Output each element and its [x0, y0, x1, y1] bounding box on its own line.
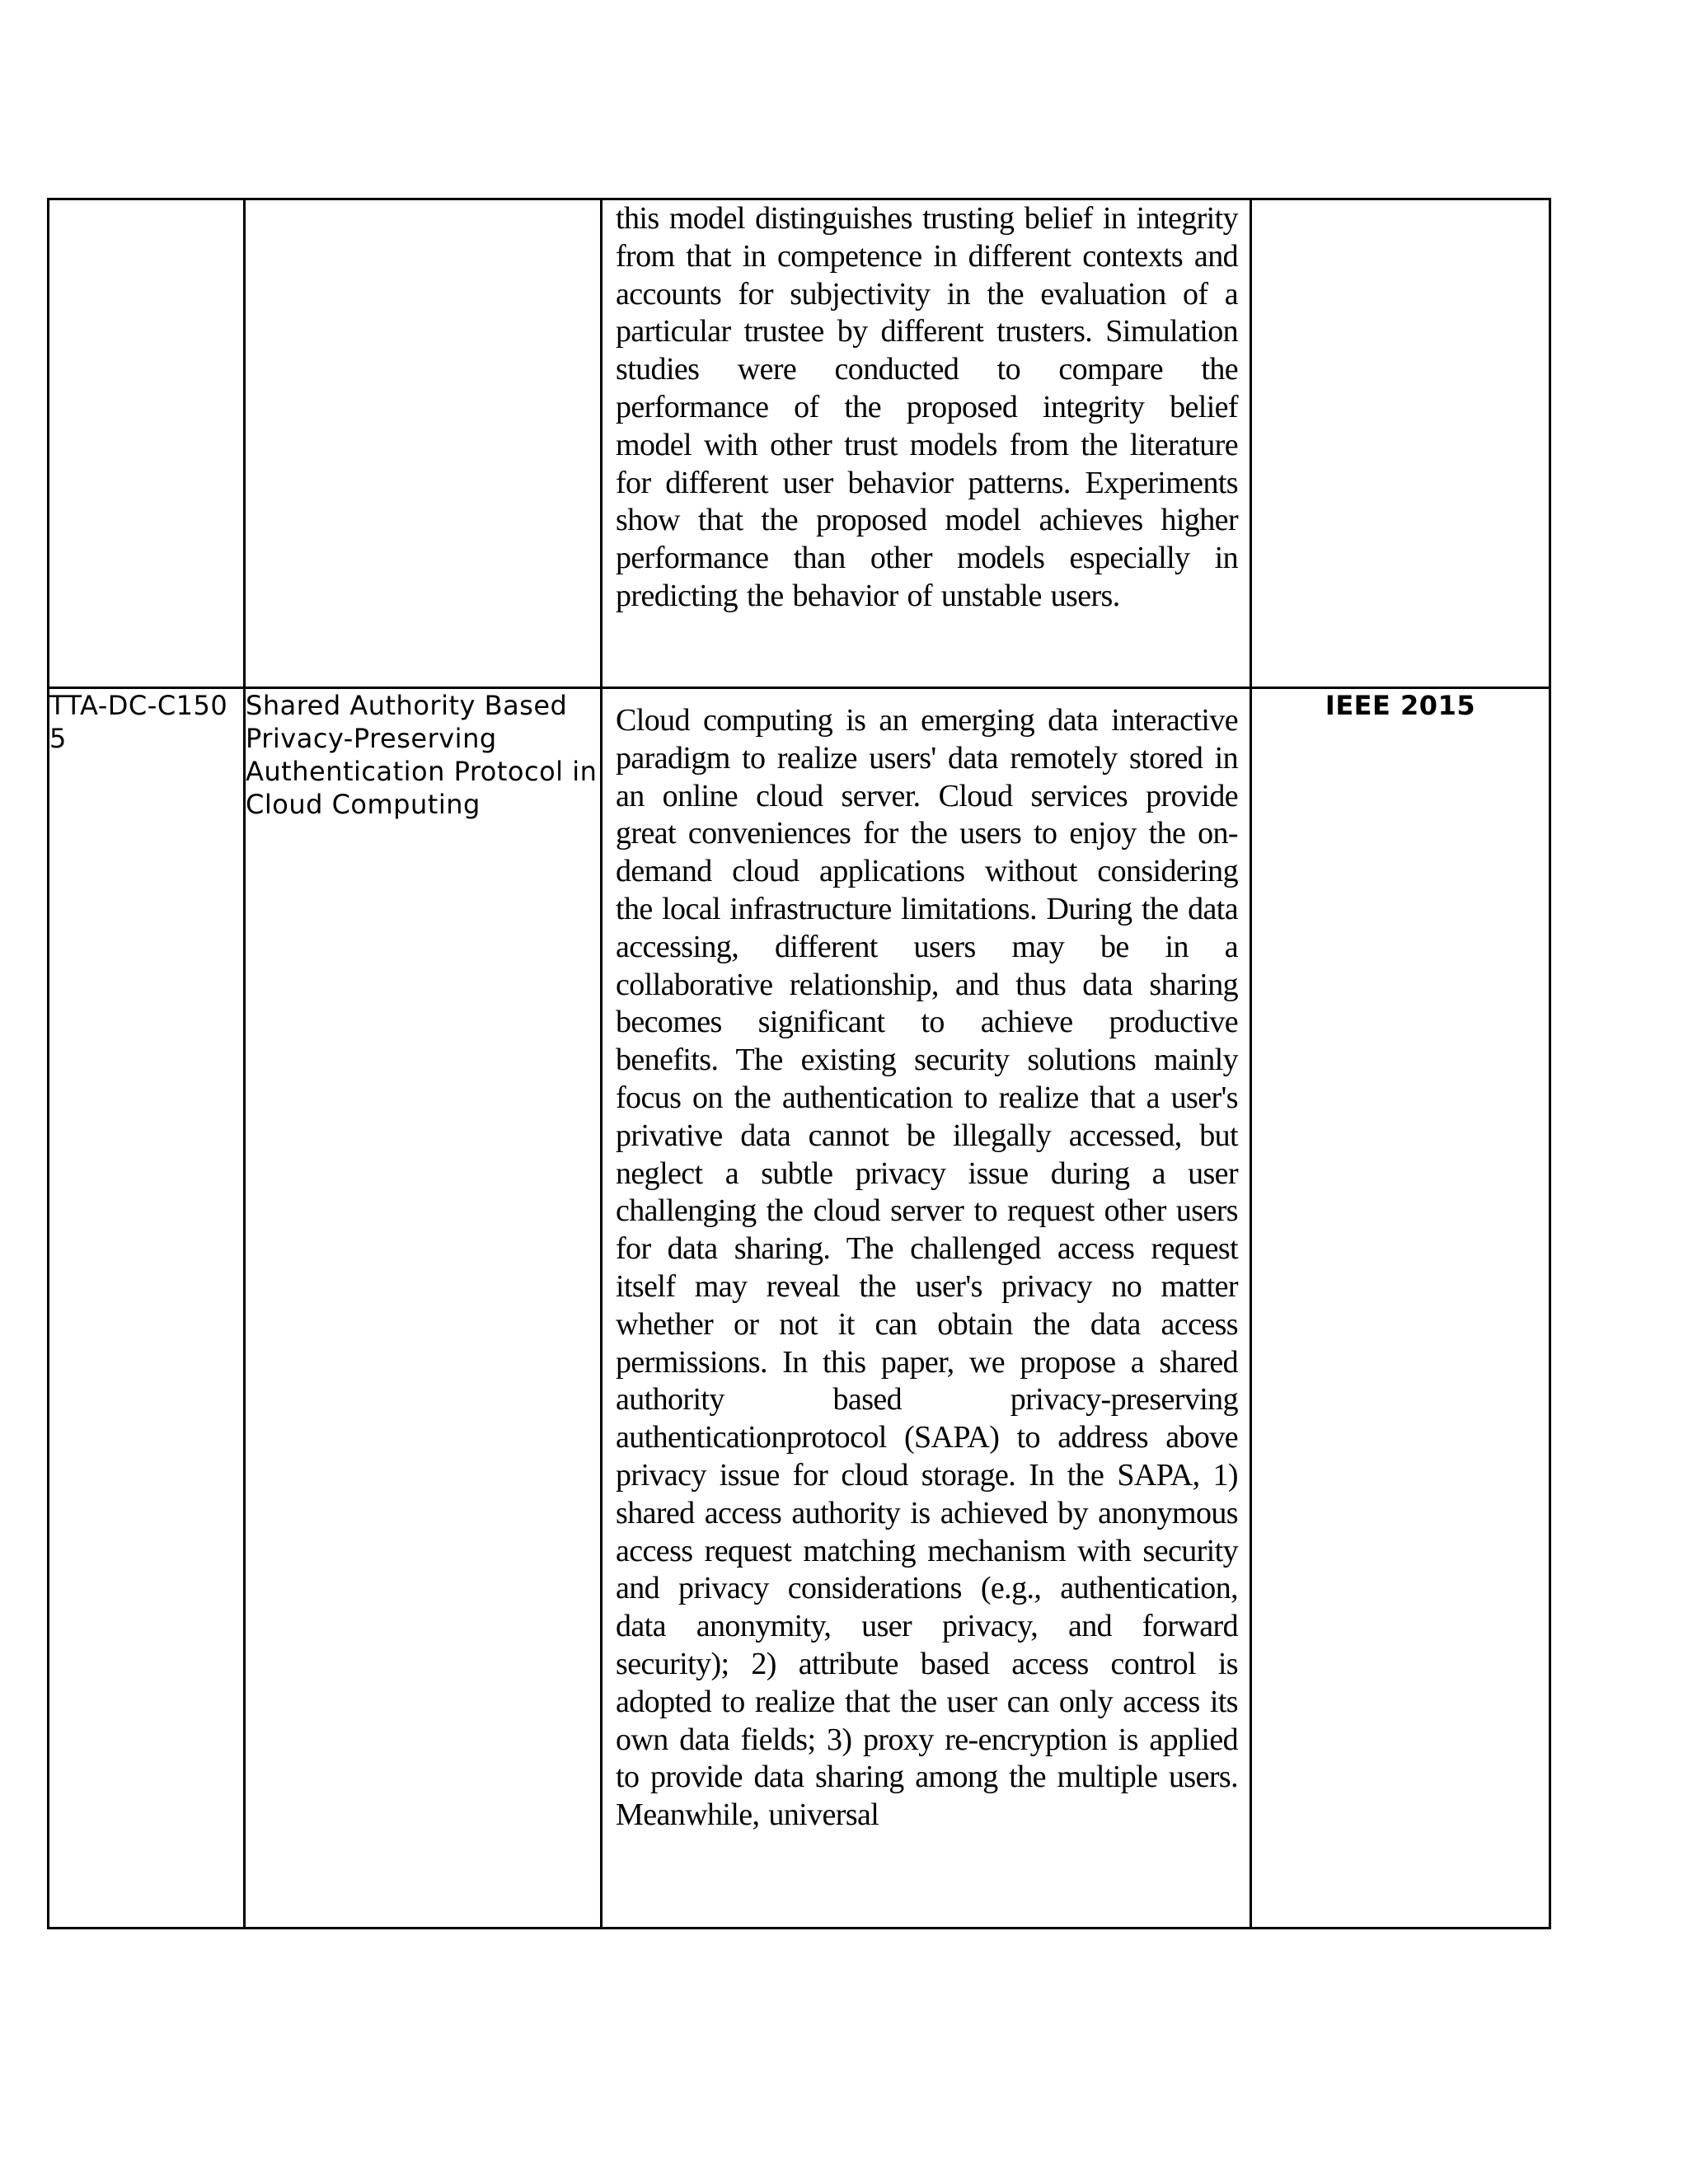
- year-cell: IEEE 2015: [1251, 688, 1550, 1929]
- abstract-cell: [602, 199, 1251, 688]
- papers-table: [47, 198, 1551, 1929]
- table-row: [49, 688, 1550, 1929]
- paper-title-cell: Shared Authority Based Privacy-Preserving Authentication Protocol in Cloud Computing: [245, 688, 602, 1929]
- paper-title-cell: [245, 199, 602, 688]
- abstract-text: Cloud computing is an emerging data interactive paradigm to realize users' data remotely stored in an online cloud server. Cloud services provide great conveniences for the users to enjoy the on-demand cloud applications without considering the local infrastructure limitations. During the data accessing, different users may be in a collaborative relationship, and thus data sharing becomes significant to achieve productive benefits. The existing security solutions mainly focus on the authentication to realize that a user's privative data cannot be illegally accessed, but neglect a subtle privacy issue during a user challenging the cloud server to request other users for data sharing. The challenged access request itself may reveal the user's privacy no matter whether or not it can obtain the data access permissions. In this paper, we propose a shared authority based privacy-preserving authenticationprotocol (SAPA) to address above privacy issue for cloud storage. In the SAPA, 1) shared access authority is achieved by anonymous access request matching mechanism with security and privacy considerations (e.g., authentication, data anonymity, user privacy, and forward security); 2) attribute based access control is adopted to realize that the user can only access its own data fields; 3) proxy re-encryption is applied to provide data sharing among the multiple users. Meanwhile, universal: [616, 703, 1238, 1833]
- abstract-cell: [602, 688, 1251, 1929]
- year-cell: [1251, 199, 1550, 688]
- abstract-text: this model distinguishes trusting belief in integrity from that in competence in different contexts and accounts for subjectivity in the evaluation of a particular trustee by different trusters. Simulation studies were conducted to compare the performance of the proposed integrity belief model with other trust models from the literature for different user behavior patterns. Experiments show that the proposed model achieves higher performance than other models especially in predicting the behavior of unstable users.: [616, 201, 1238, 613]
- paper-id-cell: TTA-DC-C1505: [49, 688, 245, 1929]
- paper-id-cell: [49, 199, 245, 688]
- table-row: [49, 199, 1550, 688]
